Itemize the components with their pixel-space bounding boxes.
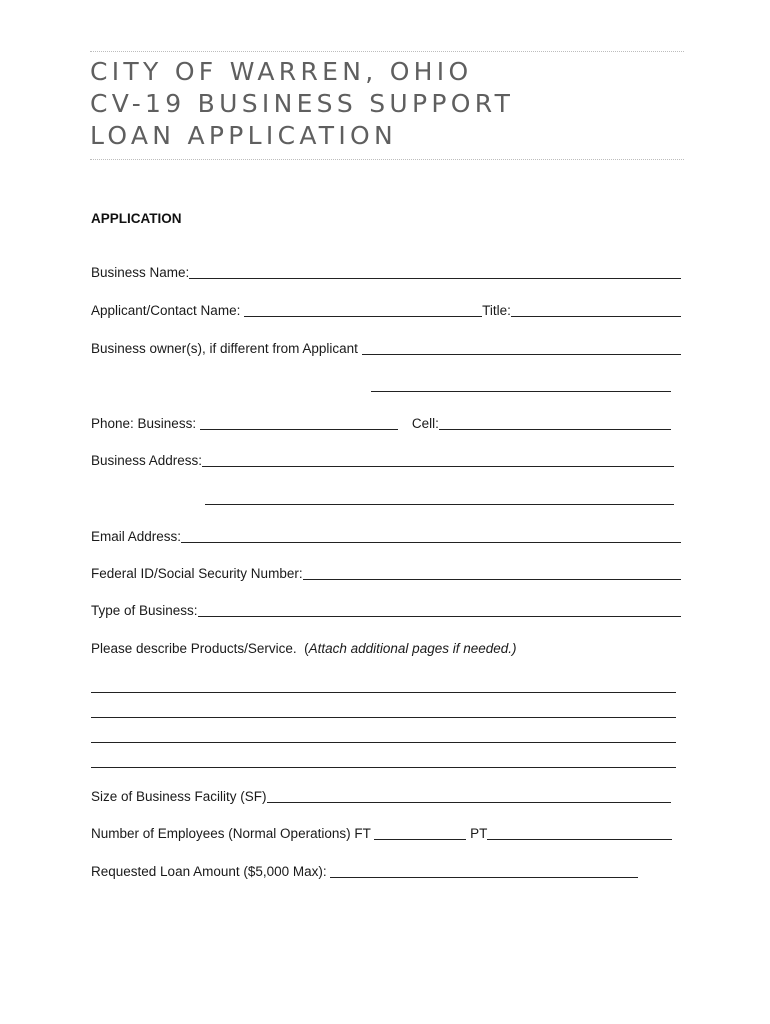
federal-id-field[interactable] [303, 567, 681, 580]
title-label: Title: [482, 303, 511, 318]
type-of-business-field[interactable] [198, 604, 681, 617]
applicant-contact-field[interactable] [244, 304, 482, 317]
title-line-3: LOAN APPLICATION [90, 121, 398, 150]
employees-pt-field[interactable] [487, 827, 672, 840]
facility-size-field[interactable] [267, 790, 671, 803]
phone-business-label: Phone: Business: [91, 416, 200, 431]
type-of-business-row [91, 603, 681, 619]
federal-id-row [91, 566, 681, 582]
business-owners-field[interactable] [362, 342, 681, 355]
cell-label: Cell: [411, 416, 439, 431]
bottom-divider [90, 159, 684, 160]
phone-row [91, 416, 681, 432]
loan-amount-field[interactable] [330, 865, 638, 878]
loan-amount-row [91, 864, 681, 880]
title-line-1: CITY OF WARREN, OHIO [90, 57, 473, 86]
cell-field[interactable] [439, 417, 671, 430]
business-name-label: Business Name: [91, 265, 190, 280]
federal-id-label: Federal ID/Social Security Number: [91, 566, 303, 581]
business-address-field-2[interactable] [205, 504, 674, 505]
employees-ft-field[interactable] [374, 827, 466, 840]
business-owners-label: Business owner(s), if different from Applicant [91, 341, 362, 356]
describe-products-note: Attach additional pages if needed.) [308, 641, 517, 656]
business-address-field[interactable] [202, 454, 674, 467]
section-heading: APPLICATION [91, 211, 182, 226]
facility-size-label: Size of Business Facility (SF) [91, 789, 267, 804]
business-owners-field-2[interactable] [371, 391, 671, 392]
business-name-row [91, 265, 681, 281]
business-address-label: Business Address: [91, 453, 203, 468]
employees-ft-label: Number of Employees (Normal Operations) FT [91, 826, 375, 841]
document-title [90, 56, 514, 152]
employees-row [91, 826, 681, 842]
type-of-business-label: Type of Business: [91, 603, 198, 618]
applicant-row [91, 303, 681, 319]
describe-products-row [91, 641, 681, 657]
loan-amount-label: Requested Loan Amount ($5,000 Max): [91, 864, 331, 879]
title-line-2: CV-19 BUSINESS SUPPORT [90, 89, 515, 118]
applicant-contact-label: Applicant/Contact Name: [91, 303, 245, 318]
description-line-1[interactable] [91, 692, 676, 693]
employees-pt-label: PT [466, 826, 488, 841]
title-field[interactable] [511, 304, 681, 317]
facility-size-row [91, 789, 681, 805]
email-row [91, 529, 681, 545]
description-line-4[interactable] [91, 767, 676, 768]
phone-business-field[interactable] [200, 417, 398, 430]
email-address-label: Email Address: [91, 529, 182, 544]
business-owners-row [91, 341, 681, 357]
top-divider [90, 51, 684, 52]
describe-products-label: Please describe Products/Service. ( [91, 641, 309, 656]
email-address-field[interactable] [181, 530, 681, 543]
business-address-row [91, 453, 681, 469]
description-line-2[interactable] [91, 717, 676, 718]
business-name-field[interactable] [189, 266, 681, 279]
description-line-3[interactable] [91, 742, 676, 743]
